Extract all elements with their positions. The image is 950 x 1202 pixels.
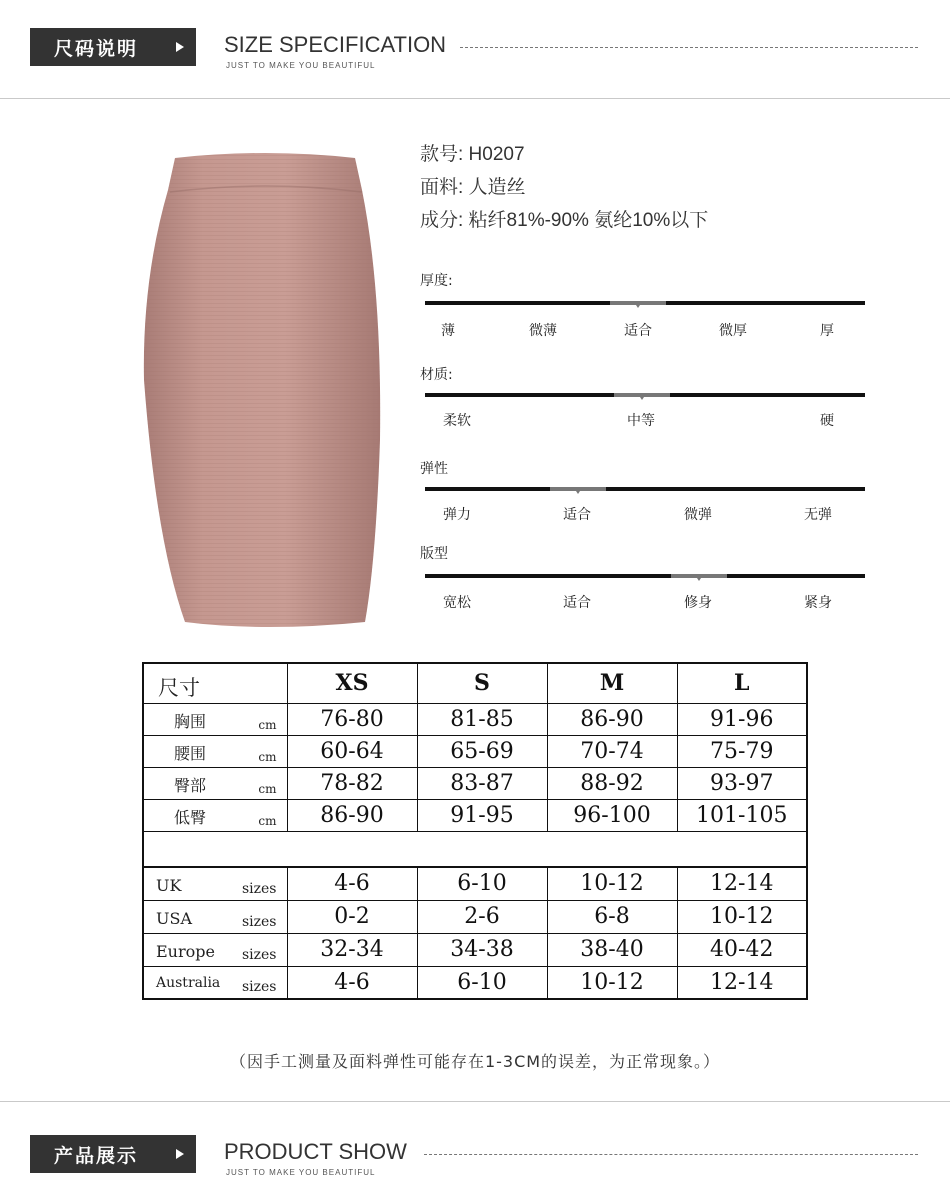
size-spec-subtitle: JUST TO MAKE YOU BEAUTIFUL xyxy=(226,61,376,70)
measurement-unit: cm xyxy=(258,717,277,732)
measurement-footnote: （因手工测量及面料弹性可能存在1-3CM的误差，为正常现象。） xyxy=(229,1052,721,1071)
table-cell: 81-85 xyxy=(417,703,547,735)
measurement-unit: cm xyxy=(258,749,277,764)
row-label-cell xyxy=(143,799,287,831)
thickness-option: 适合 xyxy=(624,323,652,339)
elasticity-option: 弹力 xyxy=(443,507,471,523)
dashed-divider xyxy=(424,1154,918,1155)
fit-option: 修身 xyxy=(684,595,712,611)
region-unit: sizes xyxy=(241,979,277,995)
fit-option: 宽松 xyxy=(443,595,471,611)
product-show-tag xyxy=(30,1135,196,1173)
size-column-header: L xyxy=(677,663,807,703)
row-label-cell xyxy=(143,703,287,735)
table-cell: 40-42 xyxy=(677,933,807,966)
table-row xyxy=(143,735,807,767)
table-cell: 91-96 xyxy=(677,703,807,735)
table-cell: 2-6 xyxy=(417,900,547,933)
thickness-option: 厚 xyxy=(820,323,834,339)
table-cell: 70-74 xyxy=(547,735,677,767)
measurement-name: 低臀 xyxy=(174,807,207,827)
size-spec-header xyxy=(0,18,950,88)
play-arrow-icon xyxy=(176,42,184,52)
table-row xyxy=(143,933,807,966)
product-composition: 成分: 粘纤81%-90% 氨纶10%以下 xyxy=(420,210,709,231)
product-show-subtitle: JUST TO MAKE YOU BEAUTIFUL xyxy=(226,1168,376,1177)
fit-option: 紧身 xyxy=(804,595,832,611)
thickness-label: 厚度: xyxy=(420,273,453,289)
row-label-cell xyxy=(143,767,287,799)
size-chart-table xyxy=(142,662,808,1000)
table-cell: 12-14 xyxy=(677,867,807,900)
measurement-name: 臀部 xyxy=(174,775,207,795)
region-name: UK xyxy=(156,876,182,895)
fit-option: 适合 xyxy=(563,595,591,611)
table-cell: 75-79 xyxy=(677,735,807,767)
thickness-indicator xyxy=(610,301,666,305)
elasticity-option: 无弹 xyxy=(804,507,832,523)
row-label-cell xyxy=(143,735,287,767)
fit-indicator xyxy=(671,574,727,578)
table-row xyxy=(143,966,807,999)
table-cell: 32-34 xyxy=(287,933,417,966)
size-spec-tag-label: 尺码说明 xyxy=(54,37,139,60)
row-label-cell xyxy=(143,966,287,999)
table-cell: 91-95 xyxy=(417,799,547,831)
material-option: 中等 xyxy=(627,413,655,429)
dashed-divider xyxy=(460,47,918,48)
material-indicator xyxy=(614,393,670,397)
elasticity-indicator xyxy=(550,487,606,491)
table-cell: 101-105 xyxy=(677,799,807,831)
material-scale xyxy=(425,393,865,397)
table-cell: 60-64 xyxy=(287,735,417,767)
fit-scale xyxy=(425,574,865,578)
table-cell: 65-69 xyxy=(417,735,547,767)
table-cell: 83-87 xyxy=(417,767,547,799)
thickness-option: 微厚 xyxy=(719,323,747,339)
elasticity-label: 弹性 xyxy=(420,461,448,477)
play-arrow-icon xyxy=(176,1149,184,1159)
thickness-option: 微薄 xyxy=(529,323,557,339)
table-cell: 10-12 xyxy=(547,867,677,900)
elasticity-scale xyxy=(425,487,865,491)
table-cell: 6-10 xyxy=(417,867,547,900)
row-label-cell xyxy=(143,900,287,933)
table-cell: 88-92 xyxy=(547,767,677,799)
table-cell: 76-80 xyxy=(287,703,417,735)
table-cell: 6-8 xyxy=(547,900,677,933)
table-row xyxy=(143,767,807,799)
size-column-header: XS xyxy=(287,663,417,703)
size-column-header: M xyxy=(547,663,677,703)
region-unit: sizes xyxy=(241,913,277,930)
region-name: USA xyxy=(156,908,192,928)
row-label-cell xyxy=(143,867,287,900)
product-model: 款号: H0207 xyxy=(420,144,525,165)
spacer-cell xyxy=(143,831,807,867)
region-unit: sizes xyxy=(241,946,277,963)
table-cell: 4-6 xyxy=(287,867,417,900)
material-option: 柔软 xyxy=(443,413,471,429)
measurement-unit: cm xyxy=(258,813,277,828)
table-header-row xyxy=(143,663,807,703)
table-cell: 0-2 xyxy=(287,900,417,933)
fit-label: 版型 xyxy=(420,546,448,562)
material-label: 材质: xyxy=(420,367,453,383)
table-cell: 38-40 xyxy=(547,933,677,966)
measurement-unit: cm xyxy=(258,781,277,796)
table-row xyxy=(143,867,807,900)
region-name: Europe xyxy=(156,941,215,961)
size-spec-tag xyxy=(30,28,196,66)
thickness-scale xyxy=(425,301,865,305)
table-cell: 34-38 xyxy=(417,933,547,966)
skirt-image xyxy=(130,140,400,640)
row-label-cell xyxy=(143,933,287,966)
table-cell: 4-6 xyxy=(287,966,417,999)
table-cell: 86-90 xyxy=(287,799,417,831)
product-show-tag-label: 产品展示 xyxy=(54,1144,139,1167)
table-cell: 10-12 xyxy=(677,900,807,933)
measurement-name: 胸围 xyxy=(174,711,207,731)
elasticity-option: 适合 xyxy=(563,507,591,523)
product-show-header xyxy=(0,1125,950,1195)
size-spec-title: SIZE SPECIFICATION xyxy=(224,32,447,57)
region-unit: sizes xyxy=(241,880,277,897)
size-column-header: S xyxy=(417,663,547,703)
measurement-name: 腰围 xyxy=(174,743,207,763)
table-cell: 6-10 xyxy=(417,966,547,999)
product-show-title: PRODUCT SHOW xyxy=(224,1139,407,1164)
thickness-option: 薄 xyxy=(441,323,455,339)
size-header-label: 尺寸 xyxy=(158,676,200,700)
table-cell: 96-100 xyxy=(547,799,677,831)
region-name: Australia xyxy=(156,974,221,991)
product-fabric: 面料: 人造丝 xyxy=(420,177,526,198)
table-header-label-cell xyxy=(143,663,287,703)
material-option: 硬 xyxy=(820,413,834,429)
table-spacer-row xyxy=(143,831,807,867)
table-cell: 78-82 xyxy=(287,767,417,799)
table-cell: 86-90 xyxy=(547,703,677,735)
table-row xyxy=(143,703,807,735)
table-row xyxy=(143,799,807,831)
table-cell: 12-14 xyxy=(677,966,807,999)
table-cell: 10-12 xyxy=(547,966,677,999)
table-cell: 93-97 xyxy=(677,767,807,799)
elasticity-option: 微弹 xyxy=(684,507,712,523)
table-row xyxy=(143,900,807,933)
